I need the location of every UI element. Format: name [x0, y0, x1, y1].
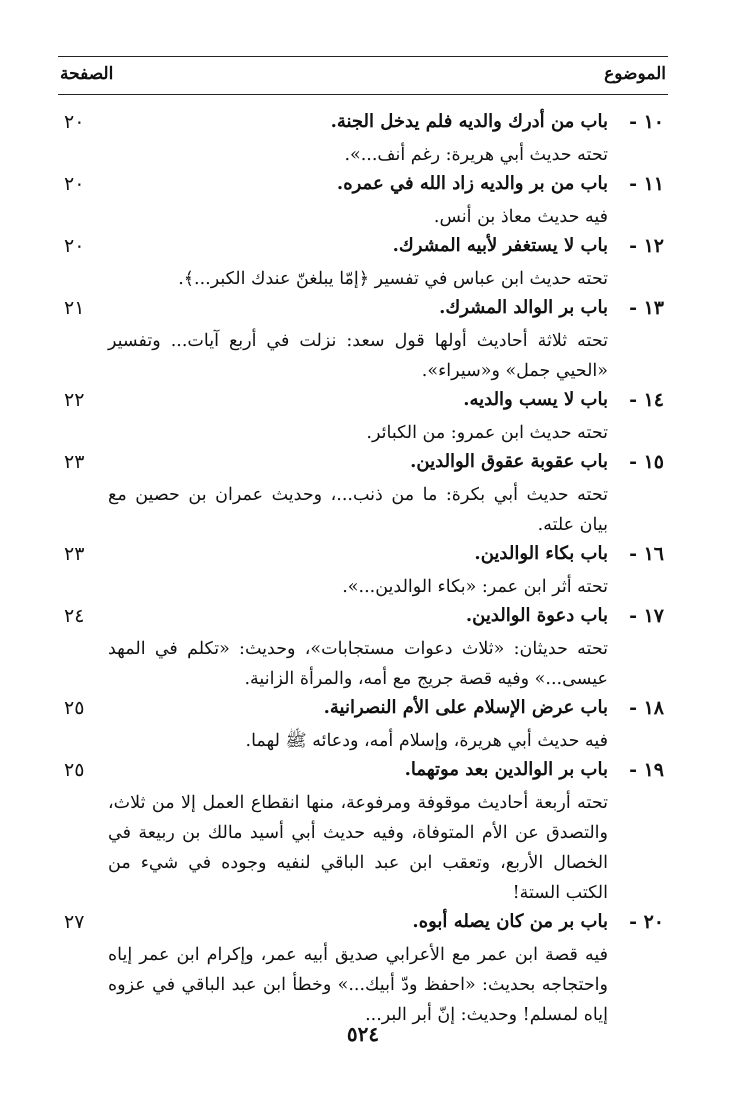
- entry-page: ٢٠: [64, 235, 85, 257]
- entry-number: ١٤ -: [629, 389, 664, 411]
- entry-description: فيه حديث أبي هريرة، وإسلام أمه، ودعائه ﷺ لهما.: [245, 731, 608, 751]
- entry-description: تحته أربعة أحاديث موقوفة ومرفوعة، منها انقطاع العمل إلا من ثلاث، والتصدق عن الأم المتوفاة، وفيه حديث أبي أسيد مالك بن ربيعة في الخصال الأربع، وتعقب ابن عبد الباقي لنفيه وجوده في شيء من الكتب الستة!: [108, 793, 608, 903]
- entry-description: تحته حديث ابن عباس في تفسير ﴿إمّا يبلغنّ عندك الكبر...﴾.: [178, 269, 608, 289]
- entry-title: باب عرض الإسلام على الأم النصرانية.: [323, 697, 608, 718]
- entry-title: باب من أدرك والديه فلم يدخل الجنة.: [330, 111, 608, 132]
- entry-title: باب بر من كان يصله أبوه.: [412, 911, 608, 932]
- list-item: [58, 540, 668, 602]
- list-item: [58, 756, 668, 908]
- entry-page: ٢٣: [64, 543, 85, 565]
- list-item: [58, 170, 668, 232]
- list-item: [58, 294, 668, 386]
- entry-number: ١٨ -: [629, 697, 664, 719]
- list-item: [58, 386, 668, 448]
- list-item: [58, 232, 668, 294]
- page-number: ٥٢٤: [346, 1022, 380, 1046]
- entry-description: فيه قصة ابن عمر مع الأعرابي صديق أبيه عمر، وإكرام ابن عمر إياه واحتجاجه بحديث: «احفظ ودّ أبيك...» وخطأ ابن عبد الباقي في عزوه إياه لمسلم! وحديث: إنّ أبر البر...: [108, 945, 608, 1025]
- entry-title: باب بر الوالدين بعد موتهما.: [404, 759, 608, 780]
- table-header: [58, 58, 668, 92]
- header-rule: [58, 94, 668, 95]
- entry-title: باب دعوة الوالدين.: [465, 605, 608, 626]
- entry-number: ١٢ -: [629, 235, 664, 257]
- entry-page: ٢١: [64, 297, 85, 319]
- top-rule: [58, 56, 668, 57]
- entry-title: باب بر الوالد المشرك.: [439, 297, 608, 318]
- list-item: [58, 694, 668, 756]
- entry-title: باب من بر والديه زاد الله في عمره.: [336, 173, 608, 194]
- entry-number: ٢٠ -: [629, 911, 664, 933]
- list-item: [58, 602, 668, 694]
- entry-page: ٢٥: [64, 697, 85, 719]
- entry-number: ١٧ -: [629, 605, 664, 627]
- page-column-label: الصفحة: [60, 64, 114, 84]
- entry-page: ٢٢: [64, 389, 85, 411]
- entry-number: ١٣ -: [629, 297, 664, 319]
- entry-number: ١٦ -: [629, 543, 664, 565]
- entry-number: ١٩ -: [629, 759, 664, 781]
- entries-list: [58, 108, 668, 1030]
- index-page: [58, 50, 668, 1060]
- entry-description: تحته أثر ابن عمر: «بكاء الوالدين...».: [342, 577, 608, 597]
- entry-description: تحته حديث أبي هريرة: رغم أنف...».: [344, 145, 608, 165]
- entry-description: تحته حديث أبي بكرة: ما من ذنب...، وحديث عمران بن حصين مع بيان علته.: [108, 485, 608, 535]
- entry-description: تحته حديث ابن عمرو: من الكبائر.: [366, 423, 608, 443]
- entry-page: ٢٠: [64, 111, 85, 133]
- entry-page: ٢٥: [64, 759, 85, 781]
- entry-page: ٢٣: [64, 451, 85, 473]
- entry-title: باب لا يستغفر لأبيه المشرك.: [392, 235, 608, 256]
- entry-title: باب بكاء الوالدين.: [474, 543, 608, 564]
- entry-number: ١٠ -: [629, 111, 664, 133]
- entry-page: ٢٧: [64, 911, 85, 933]
- entry-page: ٢٠: [64, 173, 85, 195]
- entry-number: ١١ -: [629, 173, 664, 195]
- entry-description: تحته حديثان: «ثلاث دعوات مستجابات»، وحديث: «تكلم في المهد عيسى...» وفيه قصة جريج مع أمه، والمرأة الزانية.: [108, 639, 608, 689]
- entry-page: ٢٤: [64, 605, 85, 627]
- list-item: [58, 908, 668, 1030]
- entry-description: فيه حديث معاذ بن أنس.: [433, 207, 608, 227]
- list-item: [58, 448, 668, 540]
- entry-title: باب لا يسب والديه.: [463, 389, 608, 410]
- entry-number: ١٥ -: [629, 451, 664, 473]
- topic-column-label: الموضوع: [604, 64, 666, 84]
- list-item: [58, 108, 668, 170]
- entry-title: باب عقوبة عقوق الوالدين.: [410, 451, 608, 472]
- entry-description: تحته ثلاثة أحاديث أولها قول سعد: نزلت في أربع آيات... وتفسير «الحيي جمل» و«سيراء».: [108, 331, 608, 381]
